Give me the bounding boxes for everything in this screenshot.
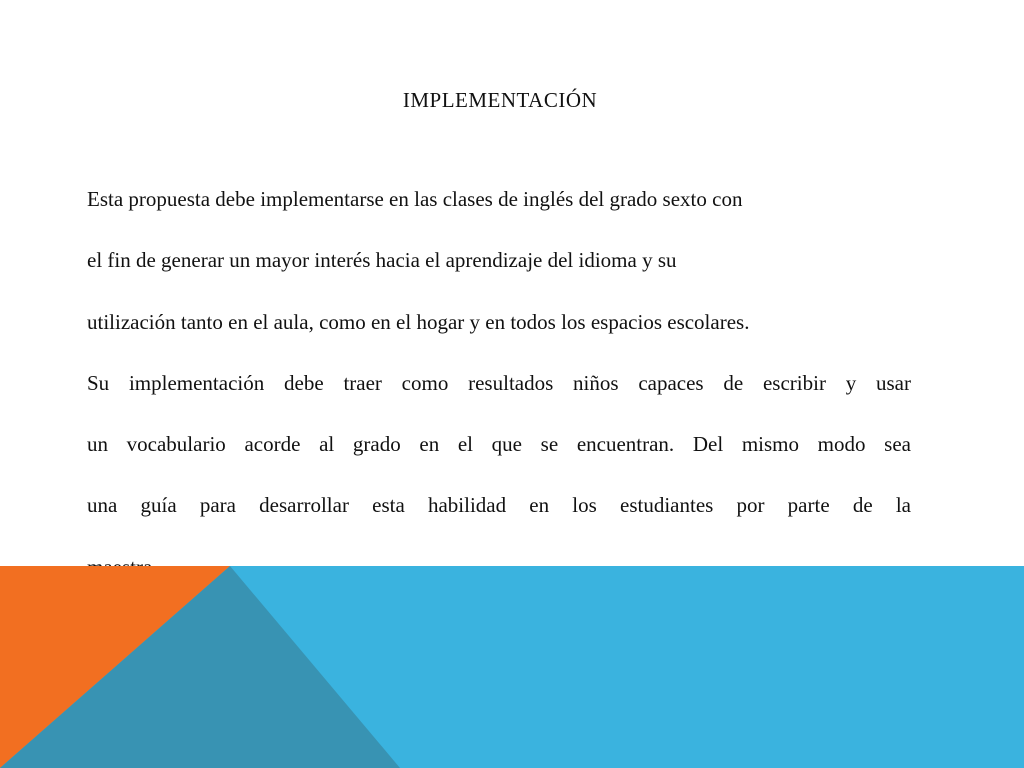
body-line: el fin de generar un mayor interés hacia el aprendizaje del idioma y su xyxy=(87,248,677,273)
body-line: una guía para desarrollar esta habilidad en los estudiantes por parte de la xyxy=(87,493,911,518)
body-line: utilización tanto en el aula, como en el hogar y en todos los espacios escolares. xyxy=(87,309,750,334)
body-line: Esta propuesta debe implementarse en las clases de inglés del grado sexto con xyxy=(87,187,743,211)
body-line: un vocabulario acorde al grado en el que se encuentran. Del mismo modo sea xyxy=(87,432,911,457)
slide-title-text: IMPLEMENTACIÓN xyxy=(402,88,598,112)
slide-title xyxy=(0,85,1024,115)
body-line: Su implementación debe traer como resultados niños capaces de escribir y usar xyxy=(87,370,911,395)
slide-body xyxy=(87,169,911,598)
decorative-footer-shapes xyxy=(0,566,1024,768)
